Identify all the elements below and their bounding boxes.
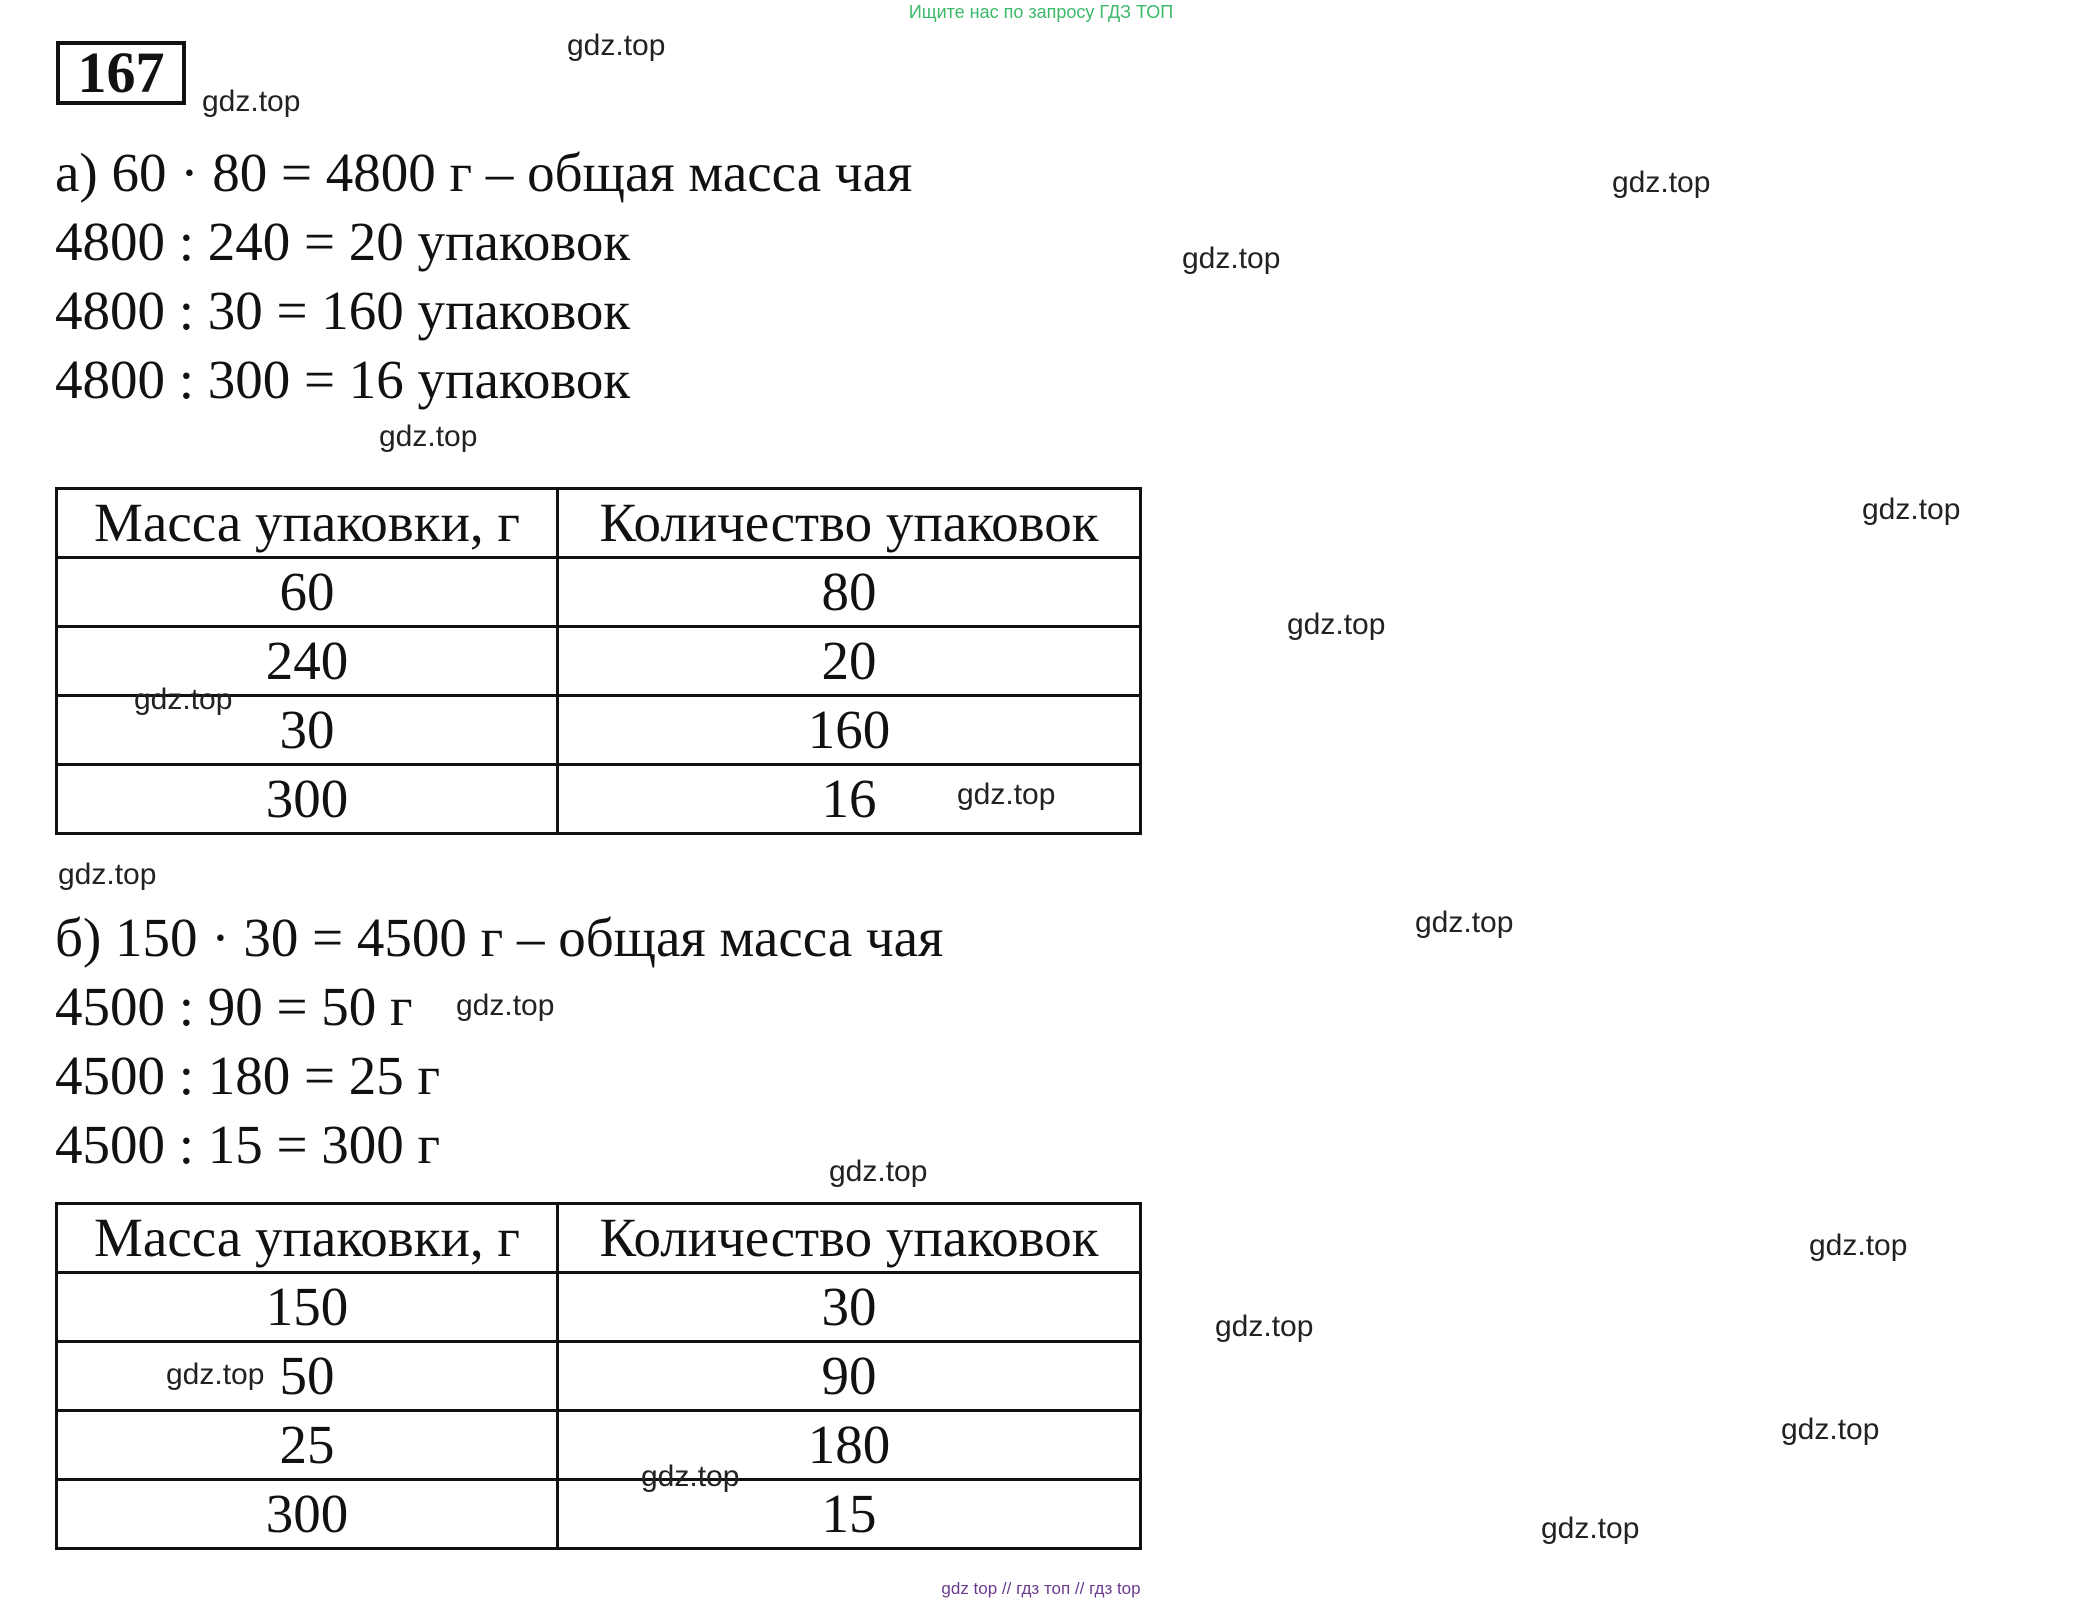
table-cell: 180 [558,1411,1141,1480]
watermark: gdz.top [1809,1229,1908,1262]
column-header-mass: Масса упаковки, г [57,489,558,558]
column-header-count: Количество упаковок [558,489,1141,558]
part-b-line-2: 4500 : 90 = 50 г [55,976,413,1037]
table-cell: 150 [57,1273,558,1342]
table-cell: 60 [57,558,558,627]
table-cell: 300 [57,1480,558,1549]
table-cell: 15 [558,1480,1141,1549]
watermark: gdz.top [1215,1310,1314,1343]
watermark: gdz.top [1182,242,1281,275]
watermark: gdz.top [1415,906,1514,939]
watermark: gdz.top [202,85,301,118]
table-row [57,1273,1141,1342]
watermark: gdz.top [567,29,666,62]
column-header-mass: Масса упаковки, г [57,1204,558,1273]
table-header-row [57,489,1141,558]
part-a-line-3: 4800 : 30 = 160 упаковок [55,280,631,341]
table-cell: 50 [57,1342,558,1411]
part-a-line-4: 4800 : 300 = 16 упаковок [55,349,631,410]
table-cell: 160 [558,696,1141,765]
watermark: gdz.top [1541,1512,1640,1545]
table-cell: 30 [57,696,558,765]
watermark: gdz.top [829,1155,928,1188]
watermark: gdz.top [166,1358,265,1391]
watermark: gdz.top [379,420,478,453]
table-cell: 240 [57,627,558,696]
table-cell: 16 [558,765,1141,834]
part-a-line-1: а) 60 · 80 = 4800 г – общая масса чая [55,142,913,203]
part-a-line-2: 4800 : 240 = 20 упаковок [55,211,631,272]
part-b-line-1: б) 150 · 30 = 4500 г – общая масса чая [55,907,944,968]
table-cell: 30 [558,1273,1141,1342]
column-header-count: Количество упаковок [558,1204,1141,1273]
watermark: gdz.top [1612,166,1711,199]
watermark: gdz.top [957,778,1056,811]
watermark: gdz.top [1781,1413,1880,1446]
watermark: gdz.top [641,1460,740,1493]
table-row [57,558,1141,627]
table-cell: 300 [57,765,558,834]
table-cell: 25 [57,1411,558,1480]
watermark: gdz.top [134,683,233,716]
table-row [57,1480,1141,1549]
watermark: gdz.top [1287,608,1386,641]
table-cell: 20 [558,627,1141,696]
table-header-row [57,1204,1141,1273]
table-row [57,1411,1141,1480]
part-b-line-4: 4500 : 15 = 300 г [55,1114,441,1175]
search-banner: Ищите нас по запросу ГДЗ ТОП [908,2,1174,22]
watermark: gdz.top [1862,493,1961,526]
watermark: gdz.top [456,989,555,1022]
part-b-line-3: 4500 : 180 = 25 г [55,1045,441,1106]
problem-number: 167 [56,41,186,105]
watermark: gdz.top [58,858,157,891]
table-cell: 90 [558,1342,1141,1411]
footer-links: gdz top // гдз топ // гдз top [941,1579,1141,1598]
table-cell: 80 [558,558,1141,627]
